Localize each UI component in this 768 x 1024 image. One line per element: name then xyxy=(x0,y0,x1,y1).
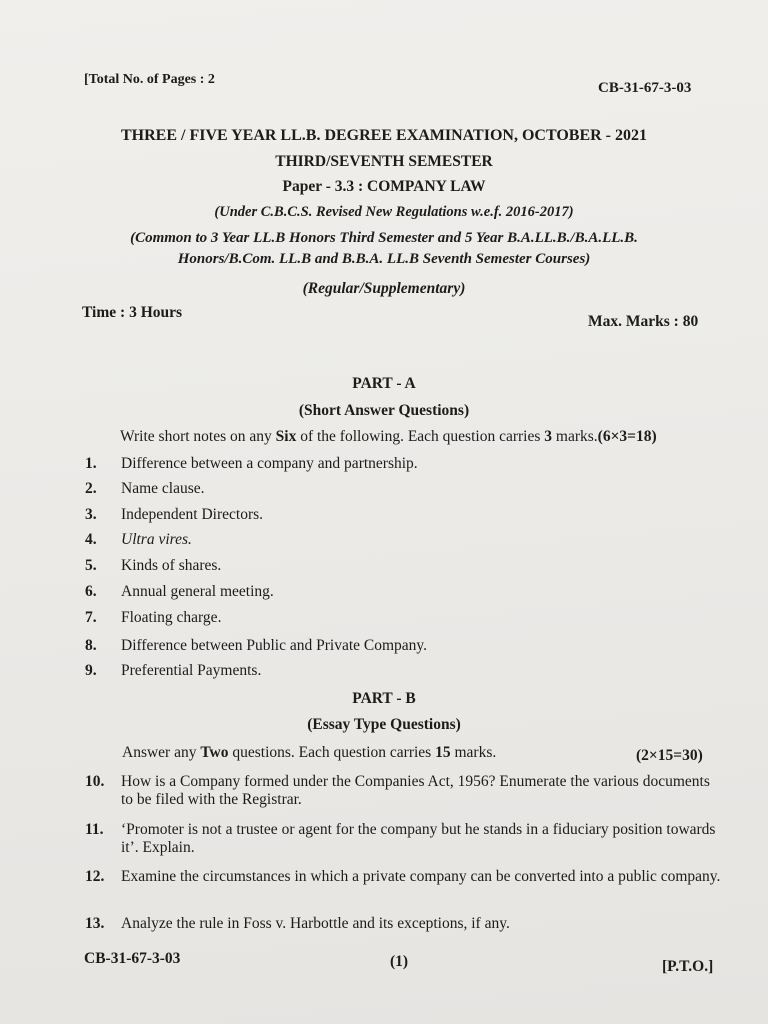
question-number: 2. xyxy=(85,480,97,497)
instr-b-pre: Answer any xyxy=(122,744,201,761)
instr-a-post: marks. xyxy=(552,428,598,445)
question-text: Difference between a company and partnership. xyxy=(121,455,418,472)
total-pages: [Total No. of Pages : 2 xyxy=(84,72,215,87)
question-text: Preferential Payments. xyxy=(121,662,262,679)
question-text: Difference between Public and Private Company. xyxy=(121,637,428,654)
max-marks-label: Max. Marks : 80 xyxy=(588,313,699,330)
instr-b-bold2: 15 xyxy=(435,744,451,761)
regular-supplementary: (Regular/Supplementary) xyxy=(302,280,466,297)
common-note-line1: (Common to 3 Year LL.B Honors Third Semester and 5 Year B.A.LL.B./B.A.LL.B. xyxy=(130,230,638,246)
paper-title: Paper - 3.3 : COMPANY LAW xyxy=(282,178,486,195)
regulation-note: (Under C.B.C.S. Revised New Regulations w.e.f. 2016-2017) xyxy=(214,204,574,220)
question-number: 10. xyxy=(85,773,105,790)
question-text: Ultra vires. xyxy=(121,531,192,548)
part-b-heading: PART - B xyxy=(352,690,416,707)
question-number: 12. xyxy=(85,868,105,885)
question-text: How is a Company formed under the Companies Act, 1956? Enumerate the various documents to be filed with the Registrar. xyxy=(121,773,710,808)
instr-a-pre: Write short notes on any xyxy=(120,428,276,445)
instr-b-post: marks. xyxy=(450,744,497,761)
part-a-subheading: (Short Answer Questions) xyxy=(298,402,470,419)
part-b-marks: (2×15=30) xyxy=(636,747,703,764)
common-note-line2: Honors/B.Com. LL.B and B.B.A. LL.B Seventh Semester Courses) xyxy=(177,251,591,267)
question-number: 1. xyxy=(85,455,97,472)
exam-title: THREE / FIVE YEAR LL.B. DEGREE EXAMINATION, OCTOBER - 2021 xyxy=(121,127,647,144)
question-number: 11. xyxy=(85,821,104,838)
footer-pto: [P.T.O.] xyxy=(662,958,714,975)
part-a-heading: PART - A xyxy=(352,375,416,392)
question-text: ‘Promoter is not a trustee or agent for the company but he stands in a fiduciary position towards it’. Explain. xyxy=(121,821,716,856)
part-b-subheading: (Essay Type Questions) xyxy=(307,716,461,733)
instr-a-bold1: Six xyxy=(275,428,297,445)
question-text: Floating charge. xyxy=(121,609,222,626)
instr-a-marks: (6×3=18) xyxy=(597,428,657,445)
footer-code: CB-31-67-3-03 xyxy=(84,950,181,967)
question-text: Annual general meeting. xyxy=(121,583,274,600)
question-text: Kinds of shares. xyxy=(121,557,222,574)
instr-b-bold1: Two xyxy=(200,744,229,761)
footer-page-number: (1) xyxy=(390,953,409,970)
question-text: Independent Directors. xyxy=(121,506,264,523)
question-number: 3. xyxy=(85,506,97,523)
time-label: Time : 3 Hours xyxy=(82,304,183,321)
part-a-instruction xyxy=(120,428,657,446)
instr-a-mid: of the following. Each question carries xyxy=(296,428,545,445)
question-number: 9. xyxy=(85,662,97,679)
question-text: Analyze the rule in Foss v. Harbottle and its exceptions, if any. xyxy=(121,915,510,932)
instr-b-mid: questions. Each question carries xyxy=(228,744,436,761)
header-code: CB-31-67-3-03 xyxy=(598,80,692,96)
question-number: 8. xyxy=(85,637,97,654)
question-number: 7. xyxy=(85,609,97,626)
semester-title: THIRD/SEVENTH SEMESTER xyxy=(275,153,493,170)
instr-a-bold2: 3 xyxy=(544,428,553,445)
question-number: 13. xyxy=(85,915,105,932)
question-text: Name clause. xyxy=(121,480,205,497)
question-text: Examine the circumstances in which a private company can be converted into a public company. xyxy=(121,868,721,885)
question-number: 5. xyxy=(85,557,97,574)
question-number: 6. xyxy=(85,583,97,600)
part-b-instruction xyxy=(122,744,496,762)
question-number: 4. xyxy=(85,531,97,548)
